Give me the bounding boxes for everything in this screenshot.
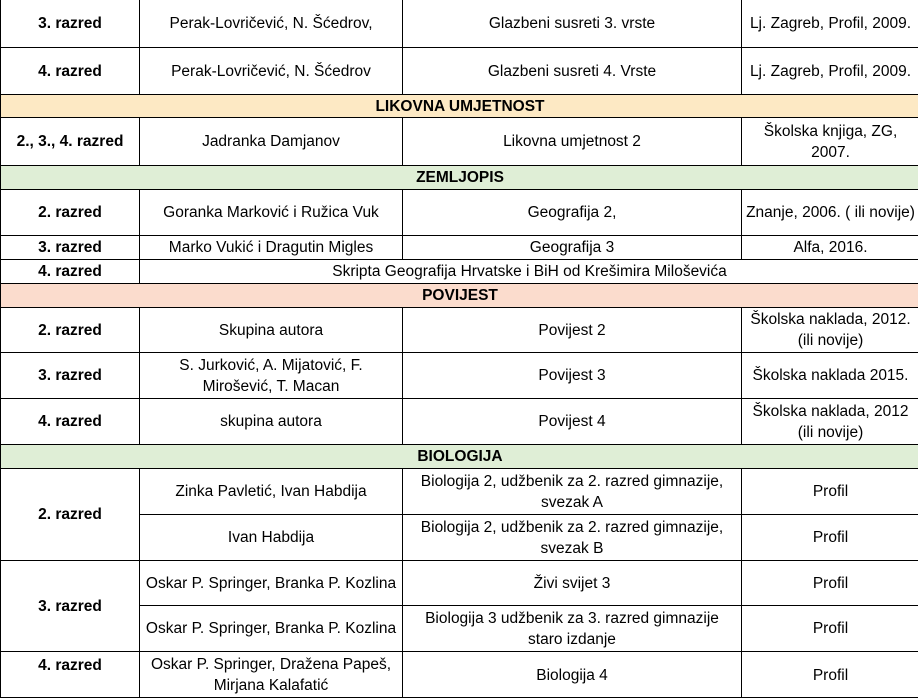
publisher-cell: Profil: [742, 652, 918, 698]
section-header-row: [1, 284, 918, 308]
table-row: [1, 308, 918, 353]
table-row: [1, 48, 918, 95]
table-row: [1, 469, 918, 515]
merged-cell: Skripta Geografija Hrvatske i BiH od Krešimira Miloševića: [140, 260, 918, 284]
author-cell: Perak-Lovričević, N. Šćedrov,: [140, 0, 403, 48]
grade-cell: 4. razred: [1, 652, 140, 698]
title-cell: Biologija 2, udžbenik za 2. razred gimnazije, svezak B: [403, 515, 742, 561]
title-cell: Povijest 2: [403, 308, 742, 353]
publisher-cell: Školska naklada, 2012 (ili novije): [742, 399, 918, 445]
grade-cell: 4. razred: [1, 48, 140, 95]
table-row: [1, 652, 918, 698]
section-header-likovna: LIKOVNA UMJETNOST: [1, 95, 918, 118]
publisher-cell: Profil: [742, 561, 918, 606]
section-header-row: [1, 95, 918, 118]
title-cell: Glazbeni susreti 4. Vrste: [403, 48, 742, 95]
section-header-row: [1, 445, 918, 469]
publisher-cell: Alfa, 2016.: [742, 236, 918, 260]
grade-cell: 3. razred: [1, 353, 140, 399]
author-cell: Zinka Pavletić, Ivan Habdija: [140, 469, 403, 515]
section-header-biologija: BIOLOGIJA: [1, 445, 918, 469]
grade-cell: 3. razred: [1, 236, 140, 260]
table-row: [1, 236, 918, 260]
publisher-cell: Školska naklada, 2012.(ili novije): [742, 308, 918, 353]
table-row: [1, 118, 918, 166]
section-header-zemljopis: ZEMLJOPIS: [1, 166, 918, 190]
author-cell: Oskar P. Springer, Dražena Papeš, Mirjana Kalafatić: [140, 652, 403, 698]
title-cell: Živi svijet 3: [403, 561, 742, 606]
title-cell: Geografija 2,: [403, 190, 742, 236]
author-cell: Perak-Lovričević, N. Šćedrov: [140, 48, 403, 95]
grade-cell: 3. razred: [1, 0, 140, 48]
section-header-row: [1, 166, 918, 190]
table-row: [1, 190, 918, 236]
grade-cell: 2., 3., 4. razred: [1, 118, 140, 166]
table-row: [1, 260, 918, 284]
table-row: [1, 0, 918, 48]
grade-cell: 2. razred: [1, 469, 140, 561]
author-cell: Skupina autora: [140, 308, 403, 353]
grade-cell: 4. razred: [1, 260, 140, 284]
table-row: [1, 561, 918, 606]
publisher-cell: Profil: [742, 515, 918, 561]
title-cell: Likovna umjetnost 2: [403, 118, 742, 166]
publisher-cell: Školska knjiga, ZG, 2007.: [742, 118, 918, 166]
title-cell: Biologija 3 udžbenik za 3. razred gimnazije staro izdanje: [403, 606, 742, 652]
title-cell: Glazbeni susreti 3. vrste: [403, 0, 742, 48]
title-cell: Biologija 4: [403, 652, 742, 698]
grade-cell: 2. razred: [1, 190, 140, 236]
author-cell: Goranka Marković i Ružica Vuk: [140, 190, 403, 236]
author-cell: Oskar P. Springer, Branka P. Kozlina: [140, 606, 403, 652]
grade-cell: 2. razred: [1, 308, 140, 353]
title-cell: Geografija 3: [403, 236, 742, 260]
author-cell: Jadranka Damjanov: [140, 118, 403, 166]
title-cell: Biologija 2, udžbenik za 2. razred gimnazije, svezak A: [403, 469, 742, 515]
table-row: [1, 399, 918, 445]
publisher-cell: Lj. Zagreb, Profil, 2009.: [742, 48, 918, 95]
publisher-cell: Lj. Zagreb, Profil, 2009.: [742, 0, 918, 48]
publisher-cell: Profil: [742, 469, 918, 515]
grade-cell: 3. razred: [1, 561, 140, 652]
author-cell: skupina autora: [140, 399, 403, 445]
title-cell: Povijest 3: [403, 353, 742, 399]
section-header-povijest: POVIJEST: [1, 284, 918, 308]
publisher-cell: Profil: [742, 606, 918, 652]
author-cell: S. Jurković, A. Mijatović, F. Mirošević, T. Macan: [140, 353, 403, 399]
author-cell: Oskar P. Springer, Branka P. Kozlina: [140, 561, 403, 606]
title-cell: Povijest 4: [403, 399, 742, 445]
author-cell: Ivan Habdija: [140, 515, 403, 561]
publisher-cell: Znanje, 2006. ( ili novije): [742, 190, 918, 236]
grade-cell: 4. razred: [1, 399, 140, 445]
author-cell: Marko Vukić i Dragutin Migles: [140, 236, 403, 260]
table-row: [1, 353, 918, 399]
publisher-cell: Školska naklada 2015.: [742, 353, 918, 399]
